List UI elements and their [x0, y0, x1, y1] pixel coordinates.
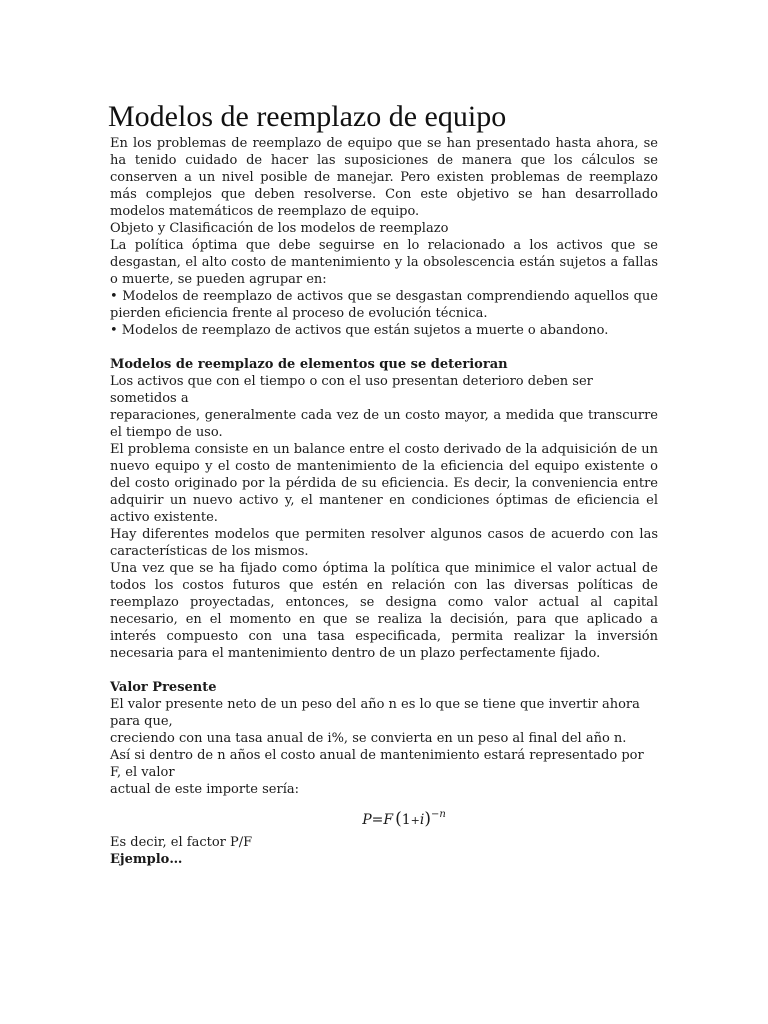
formula-plus: +: [410, 814, 420, 827]
formula-exponent: −n: [430, 809, 446, 820]
deterioran-paragraph: reparaciones, generalmente cada vez de un costo mayor, a medida que transcurre el tiempo de uso.: [110, 408, 658, 440]
factor-line: Es decir, el factor P/F: [110, 835, 253, 850]
deterioran-line: Los activos que con el tiempo o con el uso presentan deterioro deben ser sometidos a: [110, 374, 593, 406]
page-title: Modelos de reemplazo de equipo: [108, 100, 507, 133]
formula-lhs: P: [362, 812, 372, 828]
vp-line: actual de este importe sería:: [110, 782, 299, 797]
formula-future-value: F: [383, 812, 394, 828]
una-vez-paragraph: Una vez que se ha fijado como óptima la política que minimice el valor actual de todos los costos futuros que estén en relación con las diversas políticas de reemplazo proyectadas, entonces, se designa como valor actual al capital necesario, en el momento en que se realiza la decisión, para que aplicado a interés compuesto con una tasa especificada, permita realizar la inversión necesaria para el mantenimiento dentro de un plazo perfectamente fijado.: [110, 561, 658, 661]
spacer: [110, 339, 658, 356]
document-body: [110, 99, 658, 868]
formula-rate: i: [419, 812, 425, 828]
formula-close-paren: ): [424, 809, 431, 829]
bullet-item-muerte: • Modelos de reemplazo de activos que están sujetos a muerte o abandono.: [110, 323, 609, 338]
section-heading-valor-presente: Valor Presente: [110, 680, 217, 695]
vp-line: creciendo con una tasa anual de i%, se convierta en un peso al final del año n.: [110, 731, 627, 746]
problema-paragraph: El problema consiste en un balance entre el costo derivado de la adquisición de un nuevo equipo y el costo de mantenimiento de la eficiencia del equipo existente o del costo originado por la pérdida de su eficiencia. Es decir, la conveniencia entre adquirir un nuevo activo y, el mantener en condiciones óptimas de eficiencia el activo existente.: [110, 442, 658, 525]
bullet-item-desgastan: • Modelos de reemplazo de activos que se desgastan comprendiendo aquellos que pierden eficiencia frente al proceso de evolución técnica.: [110, 289, 658, 321]
present-value-formula: [110, 804, 658, 832]
spacer: [110, 662, 658, 679]
politica-paragraph: La política óptima que debe seguirse en lo relacionado a los activos que se desgastan, el alto costo de mantenimiento y la obsolescencia están sujetos a fallas o muerte, se pueden agrupar en:: [110, 238, 658, 287]
formula-equals: =: [371, 812, 384, 828]
section-heading-deterioran: Modelos de reemplazo de elementos que se deterioran: [110, 357, 508, 372]
example-heading: Ejemplo…: [110, 852, 183, 867]
modelos-paragraph: Hay diferentes modelos que permiten resolver algunos casos de acuerdo con las características de los mismos.: [110, 527, 658, 559]
intro-paragraph: En los problemas de reemplazo de equipo que se han presentado hasta ahora, se ha tenido cuidado de hacer las suposiciones de manera que los cálculos se conserven a un nivel posible de manejar. Pero existen problemas de reemplazo más complejos que deben resolverse. Con este objetivo se han desarrollado modelos matemáticos de reemplazo de equipo.: [110, 136, 658, 219]
formula-one: 1: [401, 812, 411, 828]
vp-line: Así si dentro de n años el costo anual de mantenimiento estará representado por F, el valor: [110, 748, 644, 780]
formula-open-paren: (: [395, 809, 402, 829]
objeto-heading: Objeto y Clasificación de los modelos de reemplazo: [110, 221, 449, 236]
vp-line: El valor presente neto de un peso del año n es lo que se tiene que invertir ahora para que,: [110, 697, 640, 729]
